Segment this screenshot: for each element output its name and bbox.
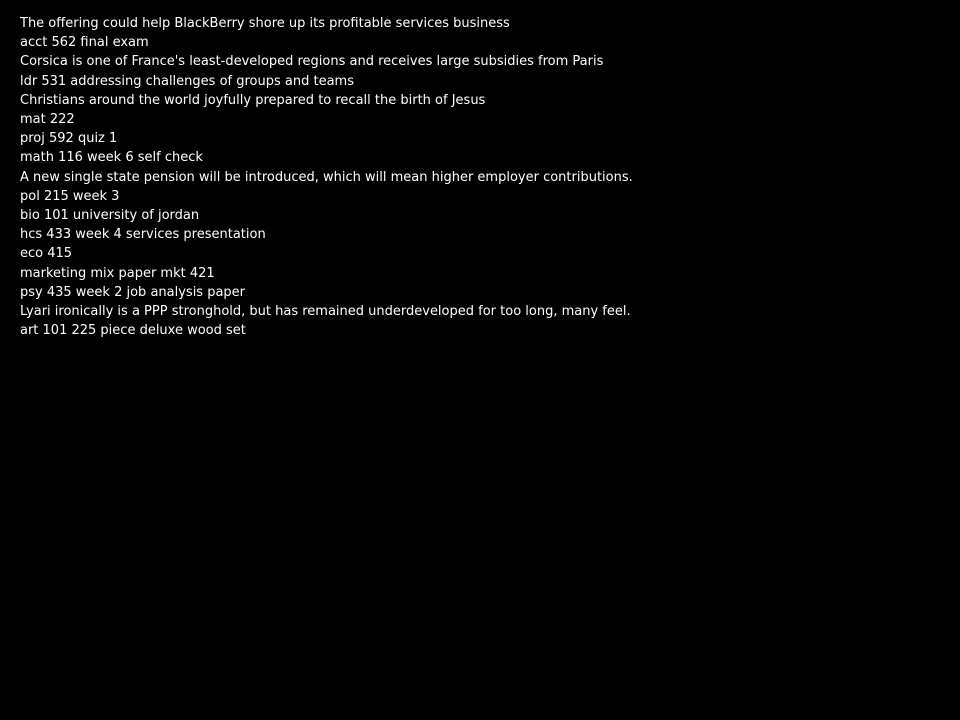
text-line: bio 101 university of jordan — [20, 208, 200, 224]
text-line: Corsica is one of France's least-developed regions and receives large subsidies from Paris — [20, 54, 604, 70]
text-line: art 101 225 piece deluxe wood set — [20, 323, 246, 339]
text-line: A new single state pension will be introduced, which will mean higher employer contributions. — [20, 169, 633, 185]
text-line: acct 562 final exam — [20, 35, 149, 51]
text-line: mat 222 — [20, 112, 75, 128]
text-line: Lyari ironically is a PPP stronghold, but has remained underdeveloped for too long, many feel. — [20, 304, 631, 320]
text-line-list — [20, 14, 940, 340]
text-line: psy 435 week 2 job analysis paper — [20, 284, 246, 300]
text-line: The offering could help BlackBerry shore up its profitable services business — [20, 16, 510, 31]
text-line: eco 415 — [20, 246, 73, 262]
text-line: pol 215 week 3 — [20, 188, 120, 204]
text-line: marketing mix paper mkt 421 — [20, 265, 215, 281]
text-line: ldr 531 addressing challenges of groups and teams — [20, 73, 354, 89]
text-line: hcs 433 week 4 services presentation — [20, 227, 266, 243]
text-line: Christians around the world joyfully prepared to recall the birth of Jesus — [20, 92, 486, 108]
text-line: proj 592 quiz 1 — [20, 131, 118, 147]
text-line: math 116 week 6 self check — [20, 150, 203, 166]
